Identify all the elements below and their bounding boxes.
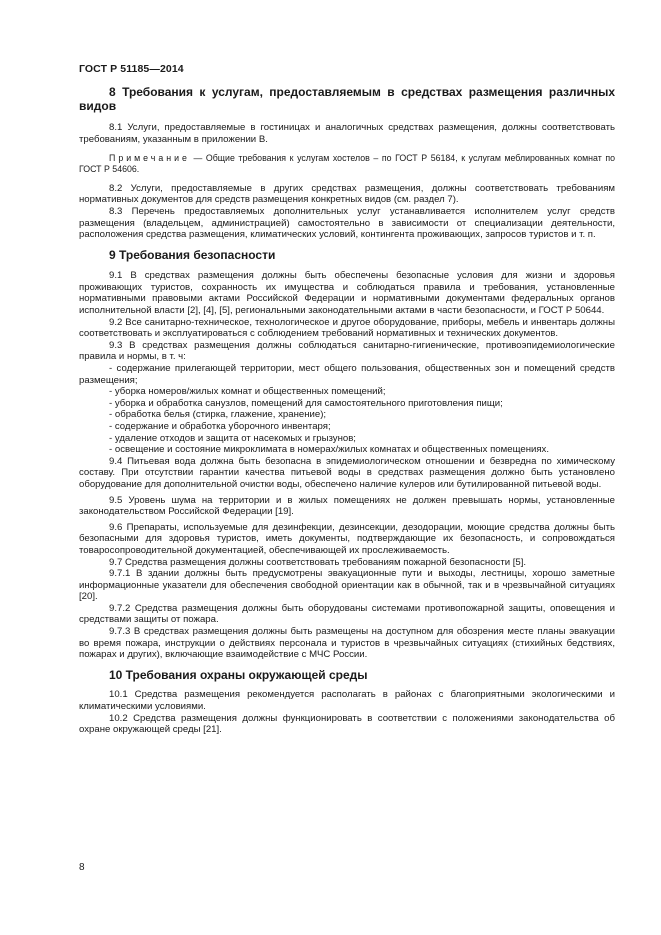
paragraph-9-7: 9.7 Средства размещения должны соответствовать требованиям пожарной безопасности [5].	[109, 556, 527, 568]
paragraph-10-1: 10.1 Средства размещения рекомендуется располагать в районах с благоприятными экологическими и климатическими условиями.	[79, 689, 615, 712]
paragraph-9-5: 9.5 Уровень шума на территории и в жилых помещениях не должен превышать нормы, установленные законодательством Российской Федерации [19].	[79, 494, 615, 518]
paragraph-8-1: 8.1 Услуги, предоставляемые в гостиницах и аналогичных средствах размещения, должны соответствовать требованиям, указанным в приложении В.	[79, 122, 615, 145]
paragraph-9-7-2: 9.7.2 Средства размещения должны быть оборудованы системами противопожарной защиты, оповещения и средствами защиты от пожара.	[79, 602, 615, 626]
list-item: - обработка белья (стирка, глажение, хранение);	[109, 409, 327, 421]
note-text: — Общие требования к услугам хостелов – по ГОСТ Р 56184, к услугам меблированных комнат по ГОСТ Р 54606.	[79, 153, 615, 174]
paragraph-9-7-3: 9.7.3 В средствах размещения должны быть размещены на доступном для обозрения месте планы эвакуации во время пожара, инструкции о действиях персонала и туристов в чрезвычайных ситуациях (стихийных бедствиях, пожарах и других), включающие взаимодействие с МЧС России.	[79, 626, 615, 661]
list-item: - содержание и обработка уборочного инвентаря;	[109, 420, 331, 432]
paragraph-9-1: 9.1 В средствах размещения должны быть обеспечены безопасные условия для жизни и здоровья проживающих туристов, сохранность их имущества и соблюдаться правила и требования, установленные нормативными правовыми актами Российской Федерации и нормативными документами федеральных органов исполнительной власти [2], [4], [5], региональными законодательными актами в части безопасности, и ГОСТ Р 50644.	[79, 270, 615, 317]
list-item: - удаление отходов и защита от насекомых и грызунов;	[109, 432, 356, 444]
paragraph-8-3: 8.3 Перечень предоставляемых дополнительных услуг устанавливается исполнителем услуг средств размещения (владельцем, администрацией) самостоятельно в зависимости от специализации деятельности, расположения средства размещения, климатических условий, контингента проживающих, запросов туристов и т. п.	[79, 205, 615, 241]
paragraph-9-3: 9.3 В средствах размещения должны соблюдаться санитарно-гигиенические, противоэпидемиологические правила и нормы, в т. ч:	[79, 339, 615, 363]
list-item: - освещение и состояние микроклимата в номерах/жилых комнатах и общественных помещениях.	[109, 444, 550, 456]
list-item: - уборка и обработка санузлов, помещений для самостоятельного приготовления пищи;	[109, 397, 503, 409]
section-9-title: 9 Требования безопасности	[109, 247, 276, 262]
page-number: 8	[79, 862, 85, 873]
list-item: - содержание прилегающей территории, мест общего пользования, общественных зон и помещений средств размещения;	[79, 363, 615, 386]
paragraph-9-6: 9.6 Препараты, используемые для дезинфекции, дезинсекции, дезодорации, моющие средства должны быть безопасными для здоровья туристов, иметь документы, подтверждающие их безопасность, и сопровождаться товаросопроводительной документацией, обеспечивающей их прослеживаемость.	[79, 521, 615, 556]
paragraph-9-7-1: 9.7.1 В здании должны быть предусмотрены эвакуационные пути и выходы, лестницы, хорошо заметные информационные указатели для обеспечения свободной ориентации как в обычной, так и в чрезвычайной ситуациях [20].	[79, 568, 615, 603]
standard-header: ГОСТ Р 51185—2014	[79, 63, 184, 75]
document-body	[79, 86, 615, 736]
paragraph-9-4: 9.4 Питьевая вода должна быть безопасна в эпидемиологическом отношении и безвредна по химическому составу. При отсутствии гарантии качества питьевой воды в средствах размещения должно быть установлено оборудование для дополнительной очистки воды, обеспечено наличие кулеров или бутилированной питьевой воды.	[79, 455, 615, 490]
note	[79, 153, 615, 175]
section-8-title: 8 Требования к услугам, предоставляемым в средствах размещения различных видов	[79, 85, 615, 113]
section-10-title: 10 Требования охраны окружающей среды	[109, 667, 368, 682]
paragraph-10-2: 10.2 Средства размещения должны функционировать в соответствии с положениями законодательства об охране окружающей среды [21].	[79, 712, 615, 736]
paragraph-8-2: 8.2 Услуги, предоставляемые в других средствах размещения, должны соответствовать требованиям нормативных документов для средств размещения конкретных видов (см. раздел 7).	[79, 182, 615, 206]
note-label: Примечание	[109, 153, 190, 164]
paragraph-9-2: 9.2 Все санитарно-техническое, технологическое и другое оборудование, приборы, мебель и инвентарь должны соответствовать и эксплуатироваться с соблюдением требований нормативных и технических документов.	[79, 316, 615, 340]
list-item: - уборка номеров/жилых комнат и общественных помещений;	[109, 386, 386, 398]
